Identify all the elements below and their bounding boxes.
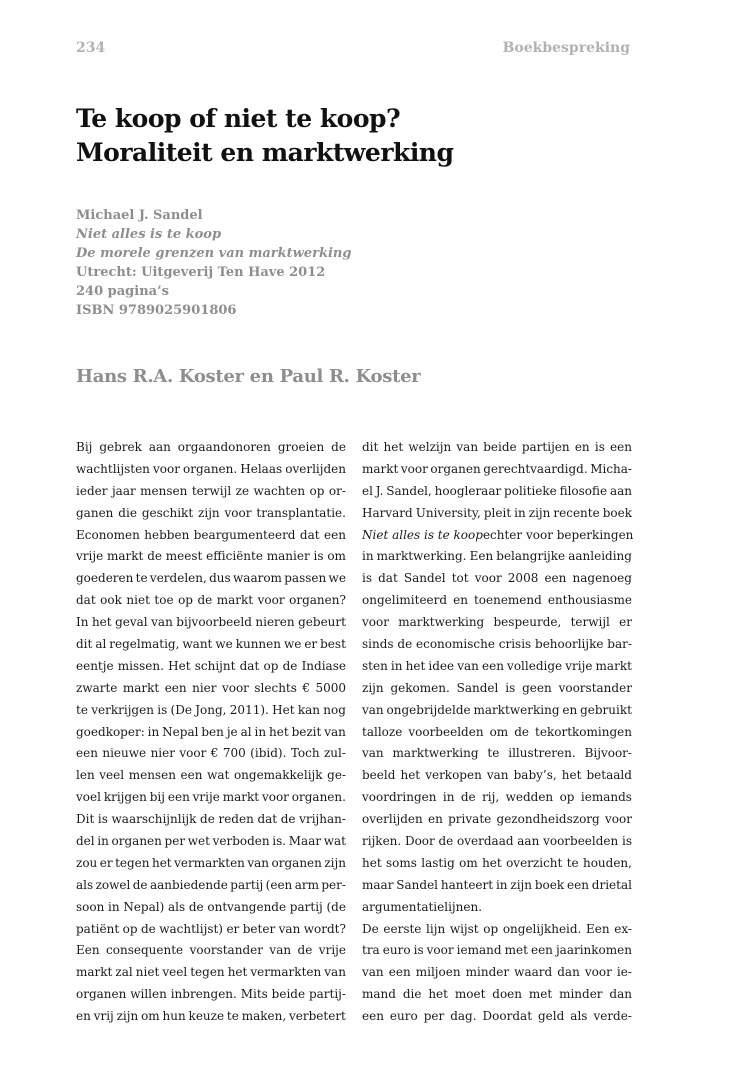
- body-line: markt zal niet veel tegen het vermarkten van: [76, 965, 346, 980]
- right-column-block-b: [362, 546, 632, 896]
- body-line: rijken. Door de overdaad aan voorbeelden is: [362, 834, 632, 849]
- body-line: organen willen inbrengen. Mits beide partij-: [76, 987, 346, 1002]
- body-line: mand die het moet doen met minder dan: [362, 987, 632, 1002]
- body-line: eentje missen. Het schijnt dat op de Indiase: [76, 658, 346, 673]
- body-line: talloze voorbeelden om de tekortkomingen: [362, 724, 632, 739]
- body-line: sinds de economische crisis behoorlijke bar-: [362, 637, 632, 652]
- body-line: Economen hebben beargumenteerd dat een: [76, 527, 346, 542]
- body-line: voordringen in de rij, wedden op iemands: [362, 790, 632, 805]
- body-line: voel krijgen bij een vrije markt voor organen.: [76, 790, 346, 805]
- body-line: soon in Nepal) als de ontvangende partij (de: [76, 899, 346, 914]
- body-line: del in organen per wet verboden is. Maar wat: [76, 834, 346, 849]
- body-line: goedkoper: in Nepal ben je al in het bezit van: [76, 724, 346, 739]
- running-header: [76, 40, 630, 62]
- body-line: het soms lastig om het overzicht te houden,: [362, 855, 632, 870]
- body-line: als zowel de aanbiedende partij (een arm per-: [76, 877, 346, 892]
- title-line-2: Moraliteit en marktwerking: [76, 138, 454, 167]
- body-line: Dit is waarschijnlijk de reden dat de vrijhan-: [76, 812, 346, 827]
- body-line: ieder jaar mensen terwijl ze wachten op or-: [76, 483, 346, 498]
- body-line: is dat Sandel tot voor 2008 een nagenoeg: [362, 571, 632, 586]
- section-label: Boekbespreking: [502, 40, 630, 56]
- review-title: [76, 102, 676, 170]
- paragraph-end-text: argumentatielijnen.: [362, 899, 483, 914]
- body-line: van een miljoen minder waard dan voor ie-: [362, 965, 632, 980]
- body-line: zwarte markt een nier voor slechts € 5000: [76, 680, 346, 695]
- review-authors: Hans R.A. Koster en Paul R. Koster: [76, 366, 421, 387]
- body-column-right: [362, 437, 632, 1028]
- body-line: goederen te verdelen, dus waarom passen we: [76, 571, 346, 586]
- body-line: van marktwerking te illustreren. Bijvoor-: [362, 746, 632, 761]
- book-title: Niet alles is te koop: [76, 227, 222, 242]
- page-number: 234: [76, 40, 106, 56]
- body-line: De eerste lijn wijst op ongelijkheid. Een ex-: [362, 921, 632, 936]
- body-line: beeld het verkopen van baby’s, het betaald: [362, 768, 632, 783]
- body-line: overlijden en private gezondheidszorg voor: [362, 812, 632, 827]
- body-line: patiënt op de wachtlijst) er beter van wordt?: [76, 921, 346, 936]
- body-line: een euro per dag. Doordat geld als verde-: [362, 1009, 632, 1024]
- body-line: voor marktwerking bespeurde, terwijl er: [362, 615, 632, 630]
- body-line: zijn gekomen. Sandel is geen voorstander: [362, 680, 632, 695]
- body-line: maar Sandel hanteert in zijn boek een drietal: [362, 877, 632, 892]
- right-column-block-a: [362, 437, 632, 525]
- body-line: dit al regelmatig, want we kunnen we er best: [76, 637, 346, 652]
- body-line: In het geval van bijvoorbeeld nieren gebeurt: [76, 615, 346, 630]
- body-line: dat ook niet toe op de markt voor organen?: [76, 593, 346, 608]
- body-line: Een consequente voorstander van de vrije: [76, 943, 346, 958]
- body-line: el J. Sandel, hoogleraar politieke filosofie aan: [362, 483, 632, 498]
- body-line: en vrij zijn om hun keuze te maken, verbetert: [76, 1009, 346, 1024]
- inline-line-rest: echter voor beperkingen: [482, 527, 634, 542]
- body-line: Bij gebrek aan orgaandonoren groeien de: [76, 440, 346, 454]
- body-line: wachtlijsten voor organen. Helaas overlijden: [76, 461, 346, 476]
- body-column-left: [76, 437, 346, 1028]
- body-line: ongelimiteerd en toenemend enthousiasme: [362, 593, 632, 608]
- body-line: zou er tegen het vermarkten van organen zijn: [76, 855, 346, 870]
- body-line: dit het welzijn van beide partijen en is een: [362, 440, 632, 454]
- body-line: len veel mensen een wat ongemakkelijk ge-: [76, 768, 346, 783]
- body-line: van ongebrijdelde marktwerking en gebruikt: [362, 702, 632, 717]
- body-line: tra euro is voor iemand met een jaarinkomen: [362, 943, 632, 958]
- body-line: sten in het idee van een volledige vrije markt: [362, 658, 632, 673]
- right-column-block-c: [362, 919, 632, 1028]
- title-line-1: Te koop of niet te koop?: [76, 104, 401, 133]
- inline-book-title: Niet alles is te koop: [362, 527, 483, 542]
- book-bibliographic-info: [76, 206, 476, 320]
- paragraph-end-line: [362, 897, 632, 919]
- body-line: een nieuwe nier voor € 700 (ibid). Toch zul-: [76, 746, 346, 761]
- body-line: Harvard University, pleit in zijn recente boek: [362, 505, 632, 520]
- body-line-italic: [362, 525, 632, 547]
- body-line: vrije markt de meest efficiënte manier is om: [76, 549, 346, 564]
- book-author: Michael J. Sandel: [76, 208, 203, 223]
- body-line: markt voor organen gerechtvaardigd. Micha-: [362, 461, 632, 476]
- book-publisher: Utrecht: Uitgeverij Ten Have 2012: [76, 265, 326, 280]
- body-line: te verkrijgen is (De Jong, 2011). Het kan nog: [76, 702, 346, 717]
- book-subtitle: De morele grenzen van marktwerking: [76, 246, 352, 261]
- body-line: ganen die geschikt zijn voor transplantatie.: [76, 505, 346, 520]
- book-page-count: 240 pagina’s: [76, 284, 169, 299]
- book-isbn: ISBN 9789025901806: [76, 303, 237, 318]
- body-line: in marktwerking. Een belangrijke aanleiding: [362, 549, 632, 564]
